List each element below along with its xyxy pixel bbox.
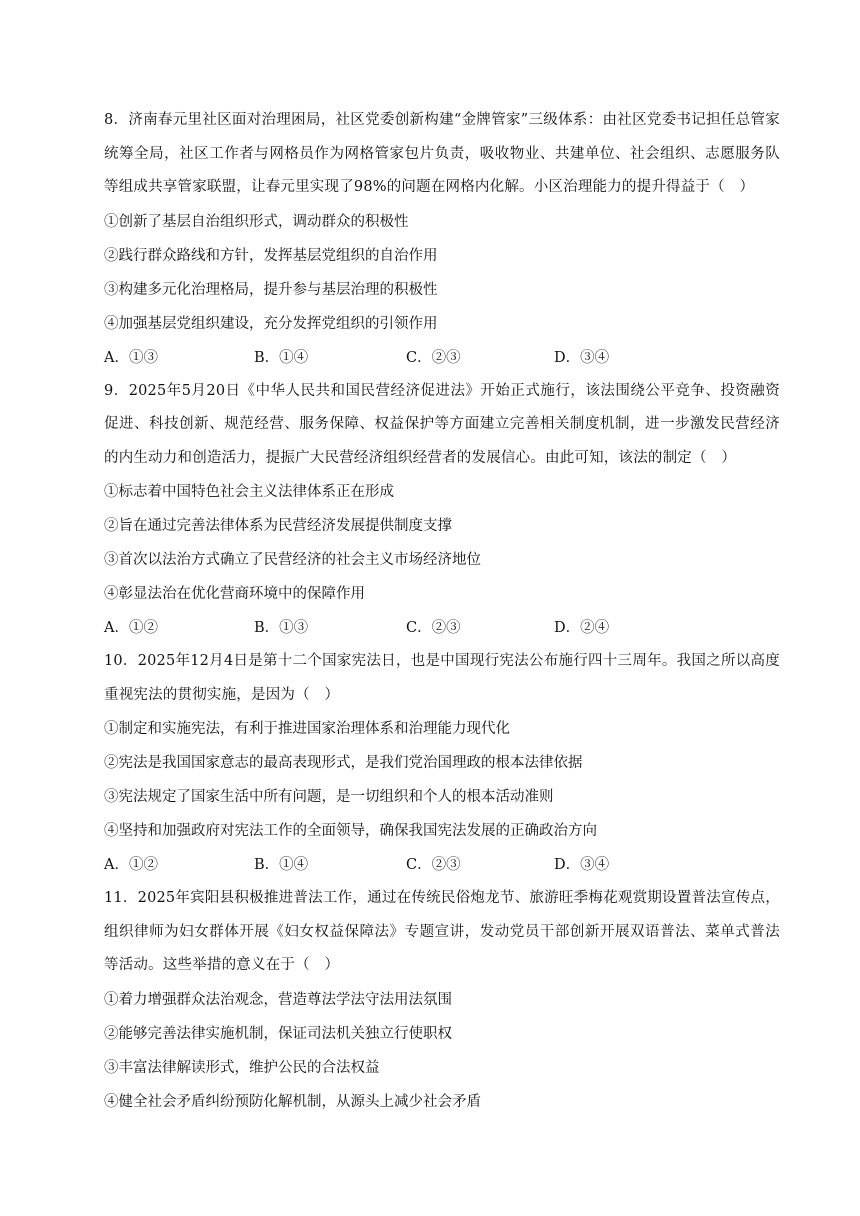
question-stem: 10．2025年12月4日是第十二个国家宪法日，也是中国现行宪法公布施行四十三周年。我国之所以高度重视宪法的贯彻实施，是因为（ ）	[104, 653, 780, 703]
answer-choices	[104, 848, 780, 882]
choice-c[interactable]: C．②③	[406, 857, 461, 873]
statement-option: ①创新了基层自治组织形式，调动群众的积极性	[104, 213, 409, 230]
choice-d[interactable]: D．③④	[554, 857, 610, 873]
statement-option: ①制定和实施宪法，有利于推进国家治理体系和治理能力现代化	[104, 721, 510, 737]
statement-option: ③宪法规定了国家生活中所有问题，是一切组织和个人的根本活动准则	[104, 789, 554, 805]
question-8	[104, 104, 780, 375]
statement-option: ④加强基层党组织建设，充分发挥党组织的引领作用	[104, 315, 438, 332]
statement-option: ①着力增强群众法治观念，营造尊法学法守法用法氛围	[104, 991, 452, 1008]
choice-b[interactable]: B．①④	[254, 349, 309, 366]
choice-a[interactable]: A．①②	[104, 620, 158, 636]
choice-b[interactable]: B．①④	[254, 857, 309, 873]
question-stem: 9．2025年5月20日《中华人民共和国民营经济促进法》开始正式施行，该法围绕公平竞争、投资融资促进、科技创新、规范经营、服务保障、权益保护等方面建立完善相关制度机制，进一步激发民营经济的内生动力和创造活力，提振广大民营经济组织经营者的发展信心。由此可知，该法的制定（ ）	[104, 382, 780, 466]
question-stem: 11．2025年宾阳县积极推进普法工作，通过在传统民俗炮龙节、旅游旺季梅花观赏期设置普法宣传点，组织律师为妇女群体开展《妇女权益保障法》专题宣讲，发动党员干部创新开展双语普法、菜单式普法等活动。这些举措的意义在于（ ）	[104, 890, 780, 973]
question-9	[104, 375, 780, 646]
statement-option: ②能够完善法律实施机制，保证司法机关独立行使职权	[104, 1025, 452, 1042]
choice-d[interactable]: D．③④	[554, 349, 610, 366]
question-10	[104, 645, 780, 882]
statement-option: ④彰显法治在优化营商环境中的保障作用	[104, 586, 365, 602]
choice-a[interactable]: A．①③	[104, 349, 158, 366]
question-stem: 8．济南春元里社区面对治理困局，社区党委创新构建“金牌管家”三级体系：由社区党委书记担任总管家统筹全局，社区工作者与网格员作为网格管家包片负责，吸收物业、共建单位、社会组织、志愿服务队等组成共享管家联盟，让春元里实现了98%的问题在网格内化解。小区治理能力的提升得益于（ ）	[104, 112, 780, 195]
statement-option: ①标志着中国特色社会主义法律体系正在形成	[104, 484, 394, 500]
statement-option: ②践行群众路线和方针，发挥基层党组织的自治作用	[104, 247, 438, 264]
statement-option: ④健全社会矛盾纠纷预防化解机制，从源头上减少社会矛盾	[104, 1093, 481, 1110]
statement-option: ②旨在通过完善法律体系为民营经济发展提供制度支撑	[104, 518, 452, 534]
statement-option: ③丰富法律解读形式，维护公民的合法权益	[104, 1059, 380, 1076]
statement-option: ②宪法是我国国家意志的最高表现形式，是我们党治国理政的根本法律依据	[104, 755, 583, 771]
choice-c[interactable]: C．②③	[406, 620, 461, 636]
choice-d[interactable]: D．②④	[554, 620, 610, 636]
answer-choices	[104, 341, 780, 375]
choice-c[interactable]: C．②③	[406, 349, 461, 366]
question-11	[104, 882, 780, 1119]
choice-a[interactable]: A．①②	[104, 857, 158, 873]
answer-choices	[104, 611, 780, 645]
statement-option: ③首次以法治方式确立了民营经济的社会主义市场经济地位	[104, 552, 481, 568]
choice-b[interactable]: B．①③	[254, 620, 309, 636]
statement-option: ③构建多元化治理格局，提升参与基层治理的积极性	[104, 281, 438, 298]
statement-option: ④坚持和加强政府对宪法工作的全面领导，确保我国宪法发展的正确政治方向	[104, 823, 597, 839]
exam-page	[104, 104, 780, 1119]
